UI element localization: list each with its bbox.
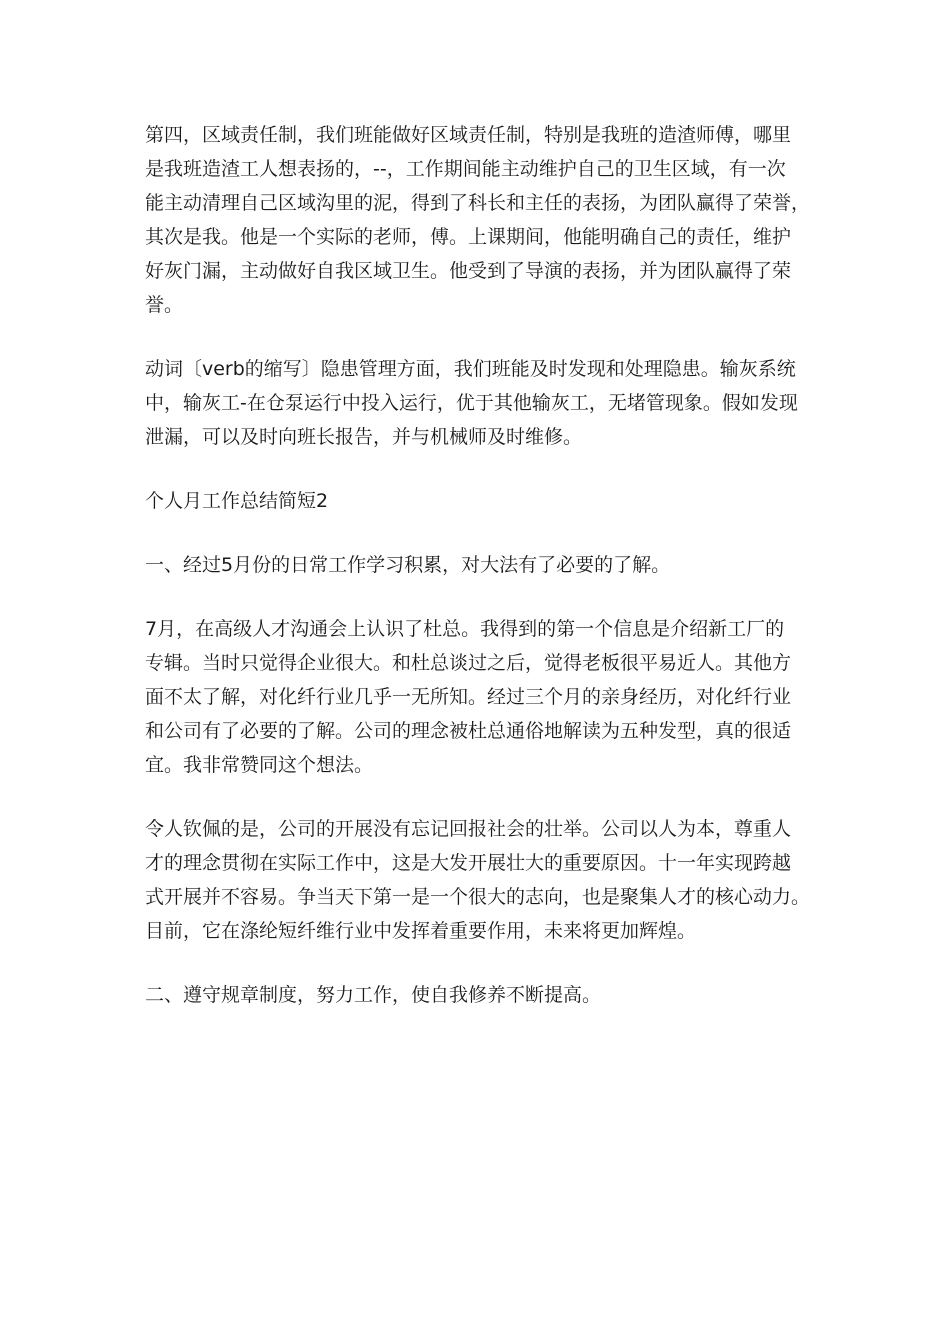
paragraph-item-one: 一、经过5月份的日常工作学习积累，对大法有了必要的了解。 <box>145 554 671 576</box>
paragraph-item-two: 二、遵守规章制度，努力工作，使自我修养不断提高。 <box>145 984 602 1006</box>
document-body <box>145 118 815 1042</box>
paragraph-july-meeting: 7月，在高级人才沟通会上认识了杜总。我得到的第一个信息是介绍新工厂的 专辑。当时只觉得企业很大。和杜总谈过之后，觉得老板很平易近人。其他方 面不太了解，对化纤行业几乎一无所知。经过三个月的亲身经历，对化纤行业 和公司有了必要的了解。公司的理念被杜总通俗地解读为五种发型，真的很适 宜。我非常赞同这个想法。 <box>145 618 792 776</box>
paragraph-area-responsibility: 第四，区域责任制，我们班能做好区域责任制，特别是我班的造渣师傅，哪里 是我班造渣工人想表扬的，--，工作期间能主动维护自己的卫生区域，有一次 能主动清理自己区域沟里的泥，得到了科长和主任的表扬，为团队赢得了荣誉， 其次是我。他是一个实际的老师，傅。上课期间，他能明确自己的责任，维护 好灰门漏，主动做好自我区域卫生。他受到了导演的表扬，并为团队赢得了荣 誉。 <box>145 124 811 316</box>
section-title: 个人月工作总结简短2 <box>145 490 329 512</box>
paragraph-company-development: 令人钦佩的是，公司的开展没有忘记回报社会的壮举。公司以人为本，尊重人 才的理念贯彻在实际工作中，这是大发开展壮大的重要原因。十一年实现跨越 式开展并不容易。争当天下第一是一个很大的志向，也是聚集人才的核心动力。 目前，它在涤纶短纤维行业中发挥着重要作用，未来将更加辉煌。 <box>145 818 811 942</box>
paragraph-hazard-management: 动词〔verb的缩写〕隐患管理方面，我们班能及时发现和处理隐患。输灰系统 中，输灰工-在仓泵运行中投入运行，优于其他输灰工，无堵管现象。假如发现 泄漏，可以及时向班长报告，并与机械师及时维修。 <box>145 358 798 448</box>
